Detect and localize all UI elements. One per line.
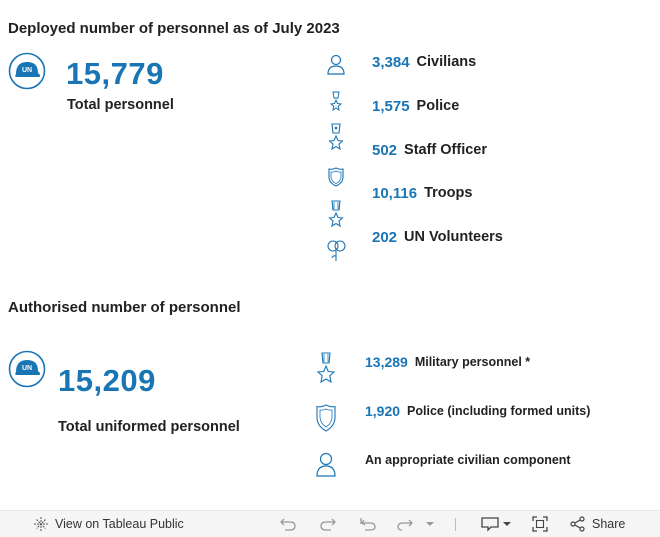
deployed-total-value: 15,779 <box>66 56 164 91</box>
civilian-icon <box>325 52 347 76</box>
authorised-military-label: Military personnel * <box>414 355 531 369</box>
deployed-row-police <box>372 94 459 118</box>
authorised-total-label: Total uniformed personnel <box>58 419 240 435</box>
deployed-staff-officer-label: Staff Officer <box>404 142 488 158</box>
authorised-police-label: Police (including formed units) <box>407 404 591 418</box>
deployed-police-label: Police <box>416 98 460 114</box>
authorised-row-police <box>365 399 590 423</box>
view-on-tableau-label: View on Tableau Public <box>55 517 184 531</box>
refresh-button[interactable] <box>396 511 414 537</box>
medal-icon <box>325 90 347 112</box>
authorised-row-civilian <box>365 448 571 472</box>
deployed-police-value: 1,575 <box>372 97 410 115</box>
svg-text:UN: UN <box>21 365 33 372</box>
authorised-row-military <box>365 350 530 374</box>
share-button[interactable] <box>570 511 625 537</box>
comment-button[interactable] <box>481 511 512 537</box>
deployed-row-civilians <box>372 50 476 74</box>
view-on-tableau-link[interactable] <box>33 511 184 537</box>
deployed-staff-officer-value: 502 <box>372 141 398 159</box>
toolbar-divider <box>455 518 456 531</box>
svg-text:UN: UN <box>21 67 33 74</box>
deployed-title: Deployed number of personnel as of July 2023 <box>8 20 340 37</box>
fullscreen-icon <box>532 516 548 532</box>
deployed-troops-label: Troops <box>424 185 473 201</box>
chevron-down-icon <box>425 520 435 528</box>
medal-icon <box>325 200 347 228</box>
refresh-icon <box>396 516 414 532</box>
deployed-troops-value: 10,116 <box>372 184 418 202</box>
tableau-logo-icon <box>33 516 49 532</box>
deployed-row-staff-officer <box>372 138 487 162</box>
shield-icon <box>314 403 338 433</box>
undo-icon <box>279 516 297 532</box>
share-label: Share <box>592 517 626 531</box>
pause-dropdown[interactable] <box>425 511 435 537</box>
deployed-total-label: Total personnel <box>67 97 174 113</box>
medal-icon <box>325 123 347 151</box>
comment-icon <box>481 516 499 532</box>
authorised-total-value: 15,209 <box>58 363 156 398</box>
un-helmet-icon <box>8 350 46 388</box>
shield-icon <box>325 166 347 188</box>
authorised-civilian-label: An appropriate civilian component <box>365 453 571 467</box>
redo-button[interactable] <box>319 511 337 537</box>
undo-button[interactable] <box>279 511 297 537</box>
authorised-police-value: 1,920 <box>365 403 401 419</box>
un-helmet-icon <box>8 52 46 90</box>
deployed-row-troops <box>372 181 472 205</box>
deployed-volunteers-value: 202 <box>372 228 398 246</box>
chevron-down-icon <box>502 520 512 528</box>
deployed-civilians-label: Civilians <box>416 54 477 70</box>
civilian-icon <box>314 450 338 478</box>
tableau-toolbar <box>0 510 660 537</box>
revert-button[interactable] <box>359 511 377 537</box>
share-icon <box>570 516 586 532</box>
authorised-title: Authorised number of personnel <box>8 299 241 316</box>
volunteer-icon <box>325 237 347 263</box>
deployed-civilians-value: 3,384 <box>372 53 410 71</box>
authorised-military-value: 13,289 <box>365 354 408 370</box>
deployed-row-volunteers <box>372 225 503 249</box>
deployed-volunteers-label: UN Volunteers <box>404 229 503 245</box>
revert-icon <box>359 516 377 532</box>
redo-icon <box>319 516 337 532</box>
fullscreen-button[interactable] <box>532 511 548 537</box>
medal-icon <box>314 352 338 384</box>
